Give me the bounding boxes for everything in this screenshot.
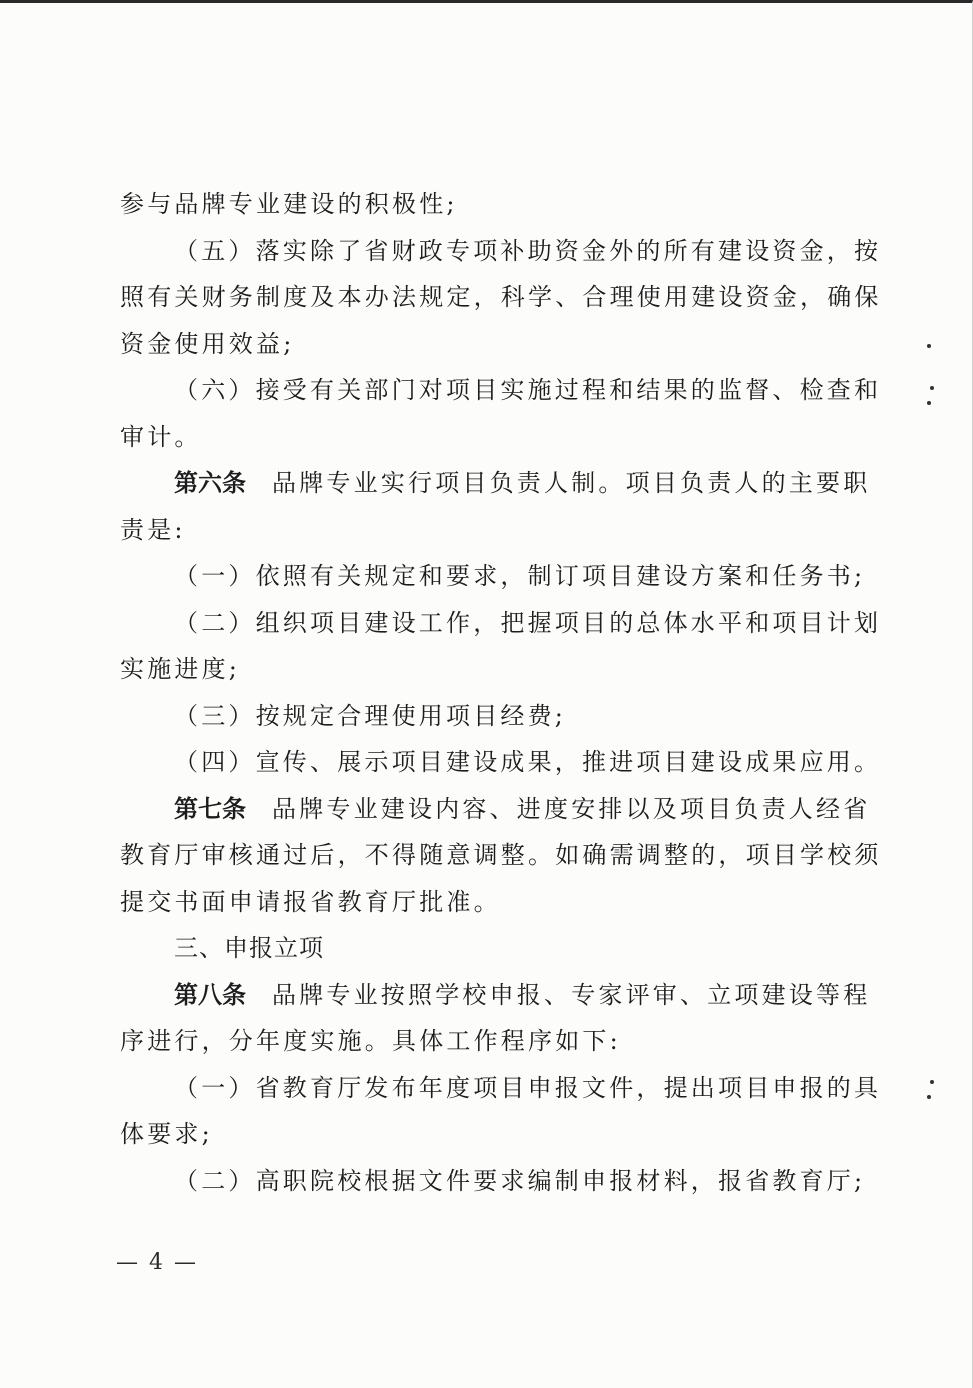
paragraph-item-6: （六）接受有关部门对项目实施过程和结果的监督、检查和 bbox=[174, 376, 882, 404]
paragraph-item-5-line-3: 资金使用效益; bbox=[120, 329, 295, 358]
article-6: 第六条 品牌专业实行项目负责人制。项目负责人的主要职 bbox=[174, 469, 871, 497]
article-7-line-2: 教育厅审核通过后，不得随意调整。如确需调整的，项目学校须 bbox=[120, 841, 882, 869]
section-heading: 三、申报立项 bbox=[174, 934, 324, 962]
article-8-label: 第八条 bbox=[174, 980, 246, 1009]
article-6-label: 第六条 bbox=[174, 469, 246, 497]
document-body bbox=[120, 181, 882, 1204]
paragraph-item-6-line-2: 审计。 bbox=[120, 422, 202, 451]
scan-speck bbox=[930, 386, 934, 390]
article-8: 第八条 品牌专业按照学校申报、专家评审、立项建设等程 bbox=[174, 980, 871, 1009]
procedure-item-1: （一）省教育厅发布年度项目申报文件，提出项目申报的具 bbox=[174, 1073, 882, 1102]
page-number: — 4 — bbox=[116, 1250, 198, 1275]
duty-item-4: （四）宣传、展示项目建设成果，推进项目建设成果应用。 bbox=[174, 748, 882, 776]
scan-speck bbox=[927, 1095, 931, 1099]
duty-item-2: （二）组织项目建设工作，把握项目的总体水平和项目计划 bbox=[174, 608, 882, 637]
duty-item-2-line-2: 实施进度; bbox=[120, 655, 241, 683]
article-7: 第七条 品牌专业建设内容、进度安排以及项目负责人经省 bbox=[174, 794, 871, 823]
duty-item-3: （三）按规定合理使用项目经费; bbox=[174, 701, 567, 730]
duty-item-1: （一）依照有关规定和要求，制订项目建设方案和任务书; bbox=[174, 562, 866, 590]
article-6-line-2: 责是: bbox=[120, 515, 186, 544]
paragraph-item-5-line-2: 照有关财务制度及本办法规定，科学、合理使用建设资金，确保 bbox=[120, 283, 882, 311]
paragraph-continuation: 参与品牌专业建设的积极性; bbox=[120, 190, 458, 218]
scan-speck bbox=[927, 401, 931, 405]
article-8-line-2: 序进行，分年度实施。具体工作程序如下: bbox=[120, 1027, 621, 1055]
article-7-line-3: 提交书面申请报省教育厅批准。 bbox=[120, 887, 501, 916]
scan-speck bbox=[930, 1080, 934, 1084]
procedure-item-2: （二）高职院校根据文件要求编制申报材料，报省教育厅; bbox=[174, 1166, 866, 1195]
article-7-label: 第七条 bbox=[174, 794, 246, 823]
paragraph-item-5: （五）落实除了省财政专项补助资金外的所有建设资金，按 bbox=[174, 236, 882, 265]
procedure-item-1-line-2: 体要求; bbox=[120, 1120, 213, 1148]
scan-speck bbox=[927, 344, 931, 348]
